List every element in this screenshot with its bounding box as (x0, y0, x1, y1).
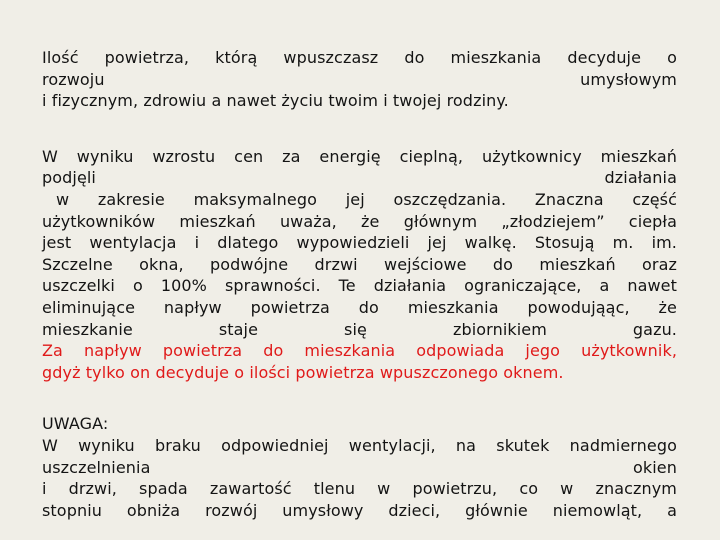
text-line: podjęli działania (42, 168, 677, 188)
document-page (42, 47, 677, 521)
text-line: W wyniku wzrostu cen za energię cieplną, użytkownicy mieszkań (42, 146, 677, 166)
text-line: uszczelnienia okien (42, 457, 677, 477)
text-line: jest wentylacja i dlatego wypowiedzieli jej walkę. Stosują m. im. (42, 233, 677, 253)
text-line: uszczelki o 100% sprawności. Te działania ograniczające, a nawet (42, 276, 677, 296)
text-line: w zakresie maksymalnego jej oszczędzania. Znaczna część (56, 189, 677, 209)
text-line: Szczelne okna, podwójne drzwi wejściowe do mieszkań oraz (42, 254, 677, 274)
text-line: i fizycznym, zdrowiu a nawet życiu twoim i twojej rodziny. (42, 91, 509, 111)
paragraph-warning (42, 413, 677, 521)
text-line: W wyniku braku odpowiedniej wentylacji, na skutek nadmiernego (42, 435, 677, 455)
paragraph-energy-prices (42, 146, 677, 384)
highlighted-text-line: Za napływ powietrza do mieszkania odpowiada jego użytkownik, (42, 341, 677, 361)
text-line: eliminujące napływ powietrza do mieszkania powodująąc, że (42, 297, 677, 317)
text-line: stopniu obniża rozwój umysłowy dzieci, głównie niemowląt, a (42, 500, 677, 520)
text-line: użytkowników mieszkań uważa, że głównym „złodziejem” ciepła (42, 211, 677, 231)
text-line: mieszkanie staje się zbiornikiem gazu. (42, 319, 677, 339)
text-line: i drzwi, spada zawartość tlenu w powietrzu, co w znacznym (42, 479, 677, 499)
warning-heading: UWAGA: (42, 414, 109, 434)
paragraph-air-amount (42, 47, 677, 112)
text-line: rozwoju umysłowym (42, 69, 677, 89)
highlighted-text-line: gdyż tylko on decyduje o ilości powietrza wpuszczonego oknem. (42, 362, 564, 382)
text-line: Ilość powietrza, którą wpuszczasz do mieszkania decyduje o (42, 48, 677, 67)
